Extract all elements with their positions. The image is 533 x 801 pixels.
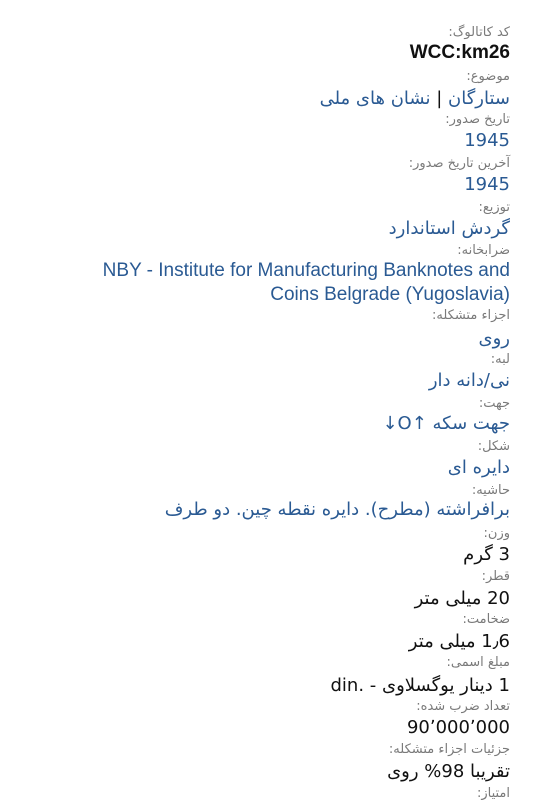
mintage-value: 90٬000٬000 [406,717,510,738]
distribution-value[interactable]: گردش استاندارد [388,218,510,239]
mintage-label: تعداد ضرب شده: [416,699,510,714]
mint-label: ضرابخانه: [457,243,510,258]
distribution-label: توزیع: [478,200,510,215]
composition-details-label: جزئیات اجزاء متشکله: [388,742,510,757]
last-issue-date-label: آخرین تاریخ صدور: [408,156,510,171]
mint-value-line-1[interactable]: NBY - Institute for Manufacturing Banknotes and [102,260,510,281]
thickness-value: 1٫6 میلی متر [408,631,510,652]
thickness-label: ضخامت: [462,612,510,627]
subject-link-national-emblems[interactable]: نشان های ملی [319,88,431,109]
subject-separator: | [436,88,443,109]
orientation-label: جهت: [478,396,510,411]
score-label: امتیاز: [476,786,510,801]
shape-value[interactable]: دایره ای [447,457,510,478]
catalog-code-label: کد کاتالوگ: [448,25,510,40]
orientation-value[interactable]: جهت سکه ↑O↓ [382,413,510,434]
issue-date-value[interactable]: 1945 [464,130,510,151]
weight-value: 3 گرم [463,544,510,565]
last-issue-date-value[interactable]: 1945 [464,174,510,195]
denomination-value: 1 دینار یوگسلاوی - .din [330,675,510,696]
composition-details-value: تقریبا 98% روی [387,761,510,782]
weight-label: وزن: [483,526,510,541]
catalog-code-value: WCC:km26 [409,42,510,63]
edge-label: لبه: [490,352,510,367]
shape-label: شکل: [477,439,510,454]
rim-value[interactable]: برافراشته (مطرح). دایره نقطه چین. دو طرف [164,499,510,520]
denomination-label: مبلغ اسمی: [446,655,510,670]
subject-value [320,88,510,110]
diameter-label: قطر: [481,569,510,584]
rim-label: حاشیه: [471,483,510,498]
subject-link-stars[interactable]: ستارگان [448,88,510,109]
subject-label: موضوع: [466,69,510,84]
mint-value-line-2[interactable]: Coins Belgrade (Yugoslavia) [270,284,510,305]
edge-value[interactable]: نی/دانه دار [428,370,510,391]
diameter-value: 20 میلی متر [414,588,510,609]
composition-label: اجزاء متشکله: [432,308,510,323]
composition-value[interactable]: روی [478,328,510,349]
issue-date-label: تاریخ صدور: [445,112,510,127]
